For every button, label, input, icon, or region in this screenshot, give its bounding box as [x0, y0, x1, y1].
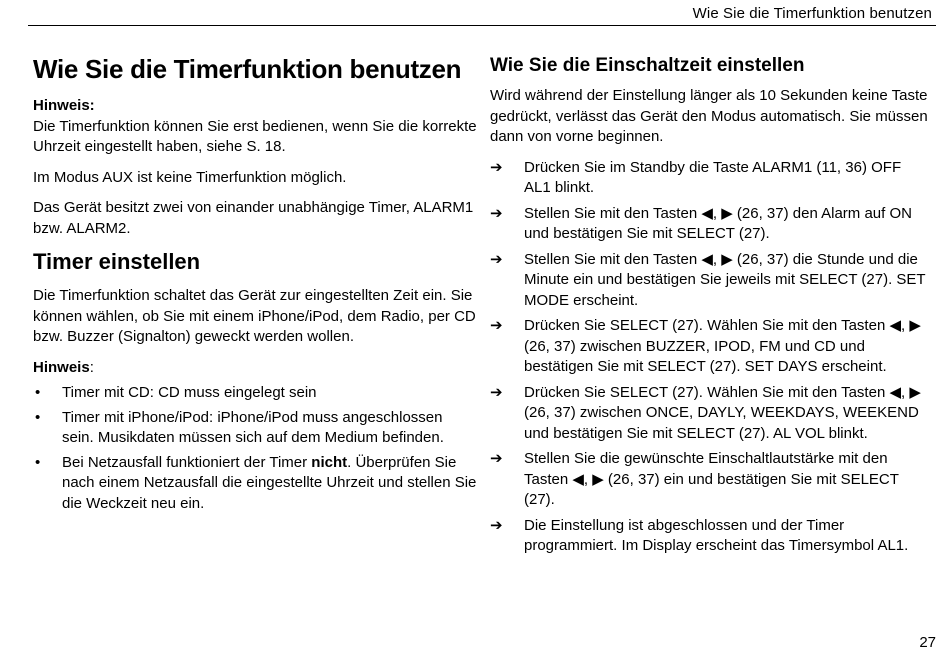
- arrow-right-icon: ➔: [490, 516, 503, 534]
- step-text: Stellen Sie die gewünschte Einschaltlautstärke mit den Tasten ◀, ▶ (26, 37) ein und bestätigen Sie mit SELECT (27).: [524, 450, 899, 508]
- note-label: Hinweis:: [33, 97, 95, 114]
- bullet-dot: •: [35, 453, 41, 471]
- bullet-text-bold: nicht: [311, 453, 348, 471]
- bullet-text: Timer mit CD: CD muss eingelegt sein: [62, 384, 317, 401]
- step-item: [490, 158, 930, 199]
- bullet-item: [33, 383, 478, 404]
- step-text: Drücken Sie SELECT (27). Wählen Sie mit den Tasten ◀, ▶ (26, 37) zwischen BUZZER, IPOD, FM und CD und bestätigen Sie mit SELECT (27). SET DAYS erscheint.: [524, 317, 921, 375]
- bullet-item: [33, 453, 478, 515]
- arrow-right-icon: ➔: [490, 383, 503, 401]
- step-text: Drücken Sie im Standby die Taste ALARM1 (11, 36) OFF AL1 blinkt.: [524, 158, 902, 196]
- step-text: Stellen Sie mit den Tasten ◀, ▶ (26, 37) die Stunde und die Minute ein und bestätigen Sie jeweils mit SELECT (27). SET MODE erscheint.: [524, 250, 926, 309]
- timers-paragraph: Das Gerät besitzt zwei von einander unabhängige Timer, ALARM1 bzw. ALARM2.: [33, 199, 474, 237]
- note2-colon: :: [89, 358, 94, 376]
- right-column: [490, 54, 930, 562]
- bullet-text: Timer mit iPhone/iPod: iPhone/iPod muss angeschlossen sein. Musikdaten müssen sich auf dem Medium befinden.: [62, 408, 444, 446]
- aux-paragraph: Im Modus AUX ist keine Timerfunktion möglich.: [33, 168, 347, 186]
- note2-label: Hinweis: [33, 358, 90, 376]
- step-item: [490, 250, 930, 312]
- step-text: Stellen Sie mit den Tasten ◀, ▶ (26, 37) den Alarm auf ON und bestätigen Sie mit SELECT (27).: [524, 204, 912, 242]
- step-text: Drücken Sie SELECT (27). Wählen Sie mit den Tasten ◀, ▶ (26, 37) zwischen ONCE, DAYLY, WEEKDAYS, WEEKEND und bestätigen Sie mit SELECT (27). AL VOL blinkt.: [524, 383, 921, 442]
- intro-text: Wird während der Einstellung länger als 10 Sekunden keine Taste gedrückt, verlässt das Gerät den Modus automatisch. Sie müssen dann von vorne beginnen.: [490, 87, 928, 145]
- bullet-dot: •: [35, 408, 41, 426]
- section-title: Timer einstellen: [33, 249, 201, 274]
- arrow-right-icon: ➔: [490, 317, 503, 334]
- left-column: [33, 54, 478, 518]
- note-bullet-list: [33, 383, 478, 514]
- page-title: Wie Sie die Timerfunktion benutzen: [33, 54, 462, 84]
- arrow-right-icon: ➔: [490, 450, 503, 467]
- arrow-right-icon: ➔: [490, 204, 503, 222]
- subsection-title: Wie Sie die Einschaltzeit einstellen: [490, 55, 805, 76]
- step-item: [490, 204, 930, 245]
- step-item: [490, 383, 930, 445]
- section-text: Die Timerfunktion schaltet das Gerät zur eingestellten Zeit ein. Sie können wählen, ob Sie mit einem iPhone/iPod, dem Radio, per CD bzw. Buzzer (Signalton) geweckt werden wollen.: [33, 287, 476, 345]
- step-item: [490, 516, 930, 557]
- note2-heading: [33, 358, 478, 379]
- page-number: 27: [919, 634, 936, 651]
- arrow-right-icon: ➔: [490, 158, 503, 176]
- bullet-text-pre: Bei Netzausfall funktioniert der Timer: [62, 453, 312, 471]
- note-text: Die Timerfunktion können Sie erst bedienen, wenn Sie die korrekte Uhrzeit eingestellt haben, siehe S. 18.: [33, 117, 477, 155]
- bullet-text-post: . Überprüfen Sie nach einem Netzausfall die eingestellte Uhrzeit und stellen Sie die Weckzeit neu ein.: [62, 453, 477, 512]
- steps-list: [490, 158, 930, 557]
- header-rule: [28, 25, 936, 26]
- step-text: Die Einstellung ist abgeschlossen und der Timer programmiert. Im Display erscheint das Timersymbol AL1.: [524, 516, 909, 554]
- step-item: [490, 449, 930, 511]
- arrow-right-icon: ➔: [490, 250, 503, 268]
- step-item: [490, 316, 930, 378]
- bullet-item: [33, 408, 478, 449]
- running-header: Wie Sie die Timerfunktion benutzen: [692, 5, 932, 22]
- bullet-dot: •: [35, 384, 41, 401]
